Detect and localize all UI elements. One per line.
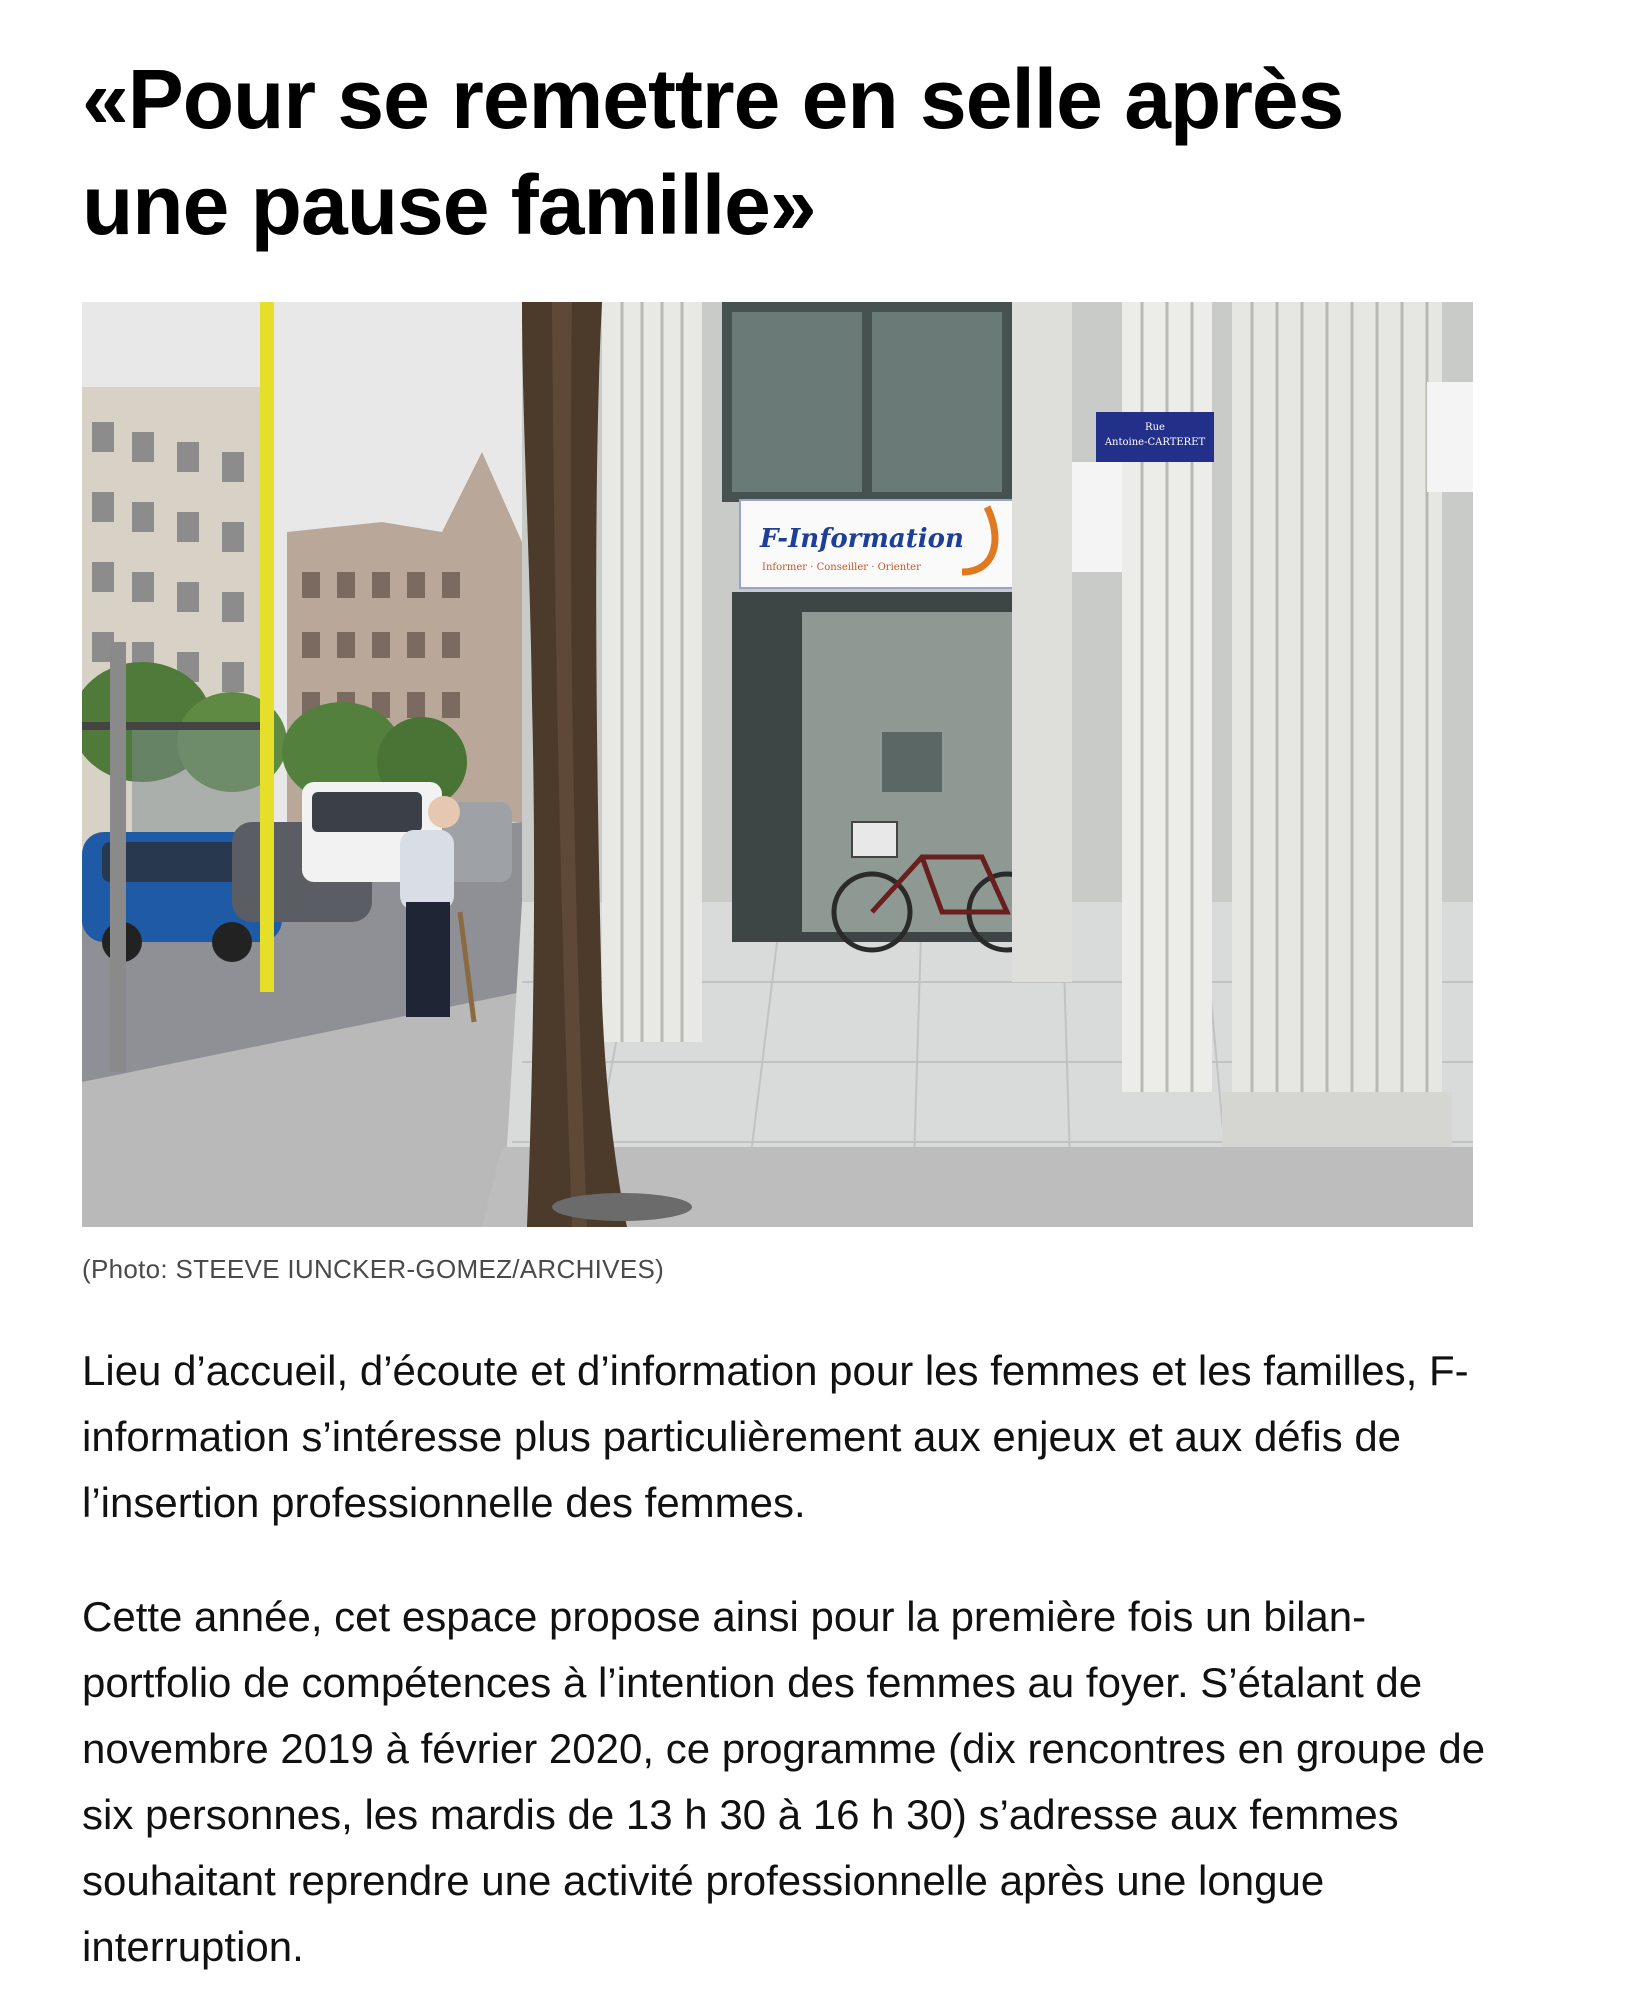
street-sign-line1: Rue — [1145, 422, 1165, 433]
photo-caption: (Photo: STEEVE IUNCKER-GOMEZ/ARCHIVES) — [82, 1254, 665, 1284]
article-paragraph-1: Lieu d’accueil, d’écoute et d’information pour les femmes et les familles, F-information s’intéresse plus particulièrement aux enjeux et aux défis de l’insertion professionnelle des femmes. — [82, 1347, 1469, 1526]
street-sign-line2: Antoine-CARTERET — [1104, 437, 1206, 448]
f-information-sign-title: F-Information — [760, 524, 964, 554]
f-information-sign-subtitle: Informer · Conseiller · Orienter — [762, 562, 921, 573]
article-paragraph-2: Cette année, cet espace propose ainsi pour la première fois un bilan-portfolio de compétences à l’intention des femmes au foyer. S’étalant de novembre 2019 à février 2020, ce programme (dix rencontres en groupe de six personnes, les mardis de 13 h 30 à 16 h 30) s’adresse aux femmes souhaitant reprendre une activité professionnelle après une longue interruption. — [82, 1593, 1486, 1970]
article-photo — [82, 302, 1473, 1227]
article-title: «Pour se remettre en selle après une pause famille» — [82, 52, 1344, 252]
